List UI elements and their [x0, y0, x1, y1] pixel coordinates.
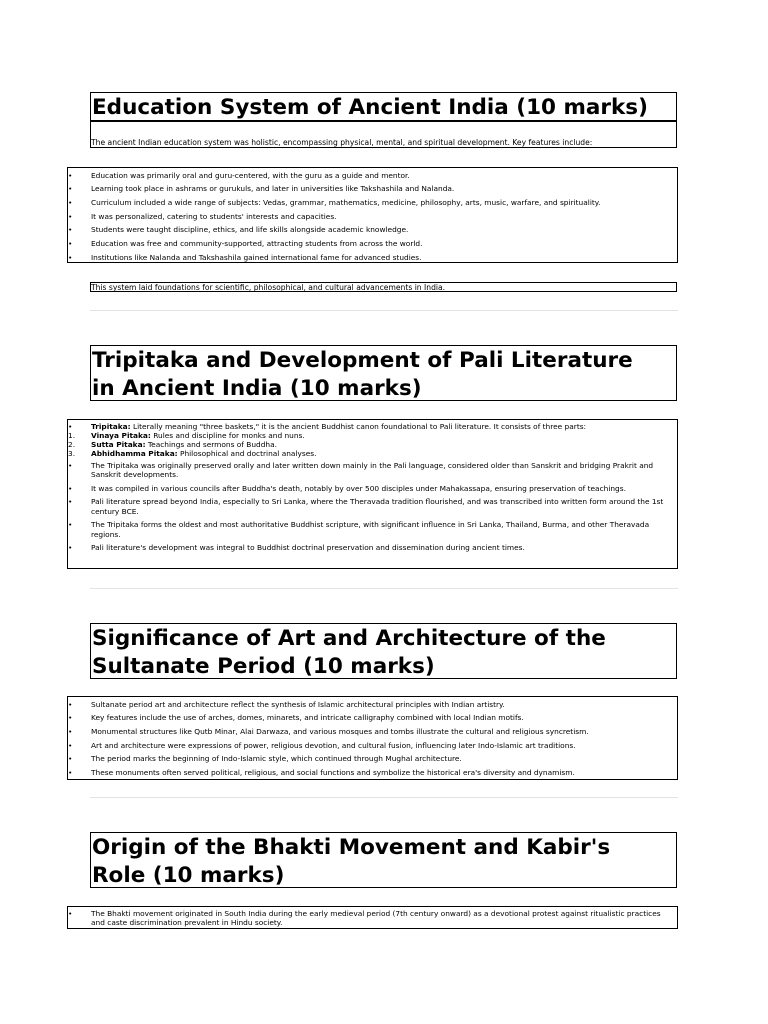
section-divider [90, 797, 678, 798]
list-item: • Pali literature spread beyond India, especially to Sri Lanka, where the Theravada tradition flourished, and was transcribed into written form around the 1st century BCE. [68, 497, 664, 516]
section-1-title [90, 92, 677, 121]
list-item: • Education was primarily oral and guru-centered, with the guru as a guide and mentor. [68, 170, 410, 180]
section-divider [90, 310, 678, 311]
section-1-intro: The ancient Indian education system was holistic, encompassing physical, mental, and spiritual development. Key features include: [90, 121, 677, 148]
list-item: 2. Sutta Pitaka: Teachings and sermons of Buddha. [68, 440, 277, 450]
section-divider [90, 588, 678, 589]
section-1-title-text: Education System of Ancient India (10 marks) [92, 95, 648, 120]
list-item: • Students were taught discipline, ethics, and life skills alongside academic knowledge. [68, 225, 409, 235]
list-item: • Sultanate period art and architecture reflect the synthesis of Islamic architectural principles with Indian artistry. [68, 699, 505, 709]
list-item: • Learning took place in ashrams or gurukuls, and later in universities like Takshashila and Nalanda. [68, 184, 455, 194]
list-item: 1. Vinaya Pitaka: Rules and discipline for monks and nuns. [68, 430, 305, 440]
list-item: • These monuments often served political, religious, and social functions and symbolize the historical era's diversity and dynamism. [68, 767, 575, 777]
section-2-list [67, 419, 678, 569]
list-item: • Curriculum included a wide range of subjects: Vedas, grammar, mathematics, medicine, philosophy, arts, music, warfare, and spirituality. [68, 197, 601, 207]
list-item: • Education was free and community-supported, attracting students from across the world. [68, 238, 423, 248]
list-item: • It was compiled in various councils after Buddha's death, notably by over 500 disciples under Mahakassapa, ensuring preservation of teachings. [68, 483, 626, 493]
list-item: • The period marks the beginning of Indo-Islamic style, which continued through Mughal architecture. [68, 754, 462, 764]
list-item: • Art and architecture were expressions of power, religious devotion, and cultural fusion, influencing later Indo-Islamic art traditions. [68, 740, 576, 750]
list-item: • Tripitaka: Literally meaning "three baskets," it is the ancient Buddhist canon foundational to Pali literature. It consists of three parts: [68, 421, 587, 431]
list-item: • Pali literature's development was integral to Buddhist doctrinal preservation and dissemination during ancient times. [68, 543, 525, 553]
section-4-list [67, 906, 678, 929]
list-item: • Key features include the use of arches, domes, minarets, and intricate calligraphy combined with local Indian motifs. [68, 713, 524, 723]
section-1-conclusion: This system laid foundations for scientific, philosophical, and cultural advancements in India. [90, 282, 677, 292]
section-1-list [67, 167, 678, 263]
list-item: • Monumental structures like Qutb Minar, Alai Darwaza, and various mosques and tombs illustrate the cultural and religious syncretism. [68, 726, 589, 736]
section-4-title: Origin of the Bhakti Movement and Kabir's Role (10 marks) [90, 832, 677, 888]
list-item: • Institutions like Nalanda and Takshashila gained international fame for advanced studies. [68, 252, 422, 262]
list-item: 3. Abhidhamma Pitaka: Philosophical and doctrinal analyses. [68, 449, 317, 459]
list-item: • It was personalized, catering to students' interests and capacities. [68, 211, 337, 221]
section-2-title: Tripitaka and Development of Pali Literature in Ancient India (10 marks) [90, 345, 677, 401]
section-3-title: Significance of Art and Architecture of the Sultanate Period (10 marks) [90, 623, 677, 679]
list-item: • The Tripitaka was originally preserved orally and later written down mainly in the Pali language, considered older than Sanskrit and bridging Prakrit and Sanskrit developments. [68, 460, 654, 479]
list-item: • The Tripitaka forms the oldest and most authoritative Buddhist scripture, with significant influence in Sri Lanka, Thailand, Burma, and other Theravada regions. [68, 520, 650, 539]
list-item: • The Bhakti movement originated in South India during the early medieval period (7th century onward) as a devotional protest against ritualistic practices and caste discrimination prevalent in Hindu society. [68, 908, 661, 927]
section-3-list [67, 696, 678, 780]
